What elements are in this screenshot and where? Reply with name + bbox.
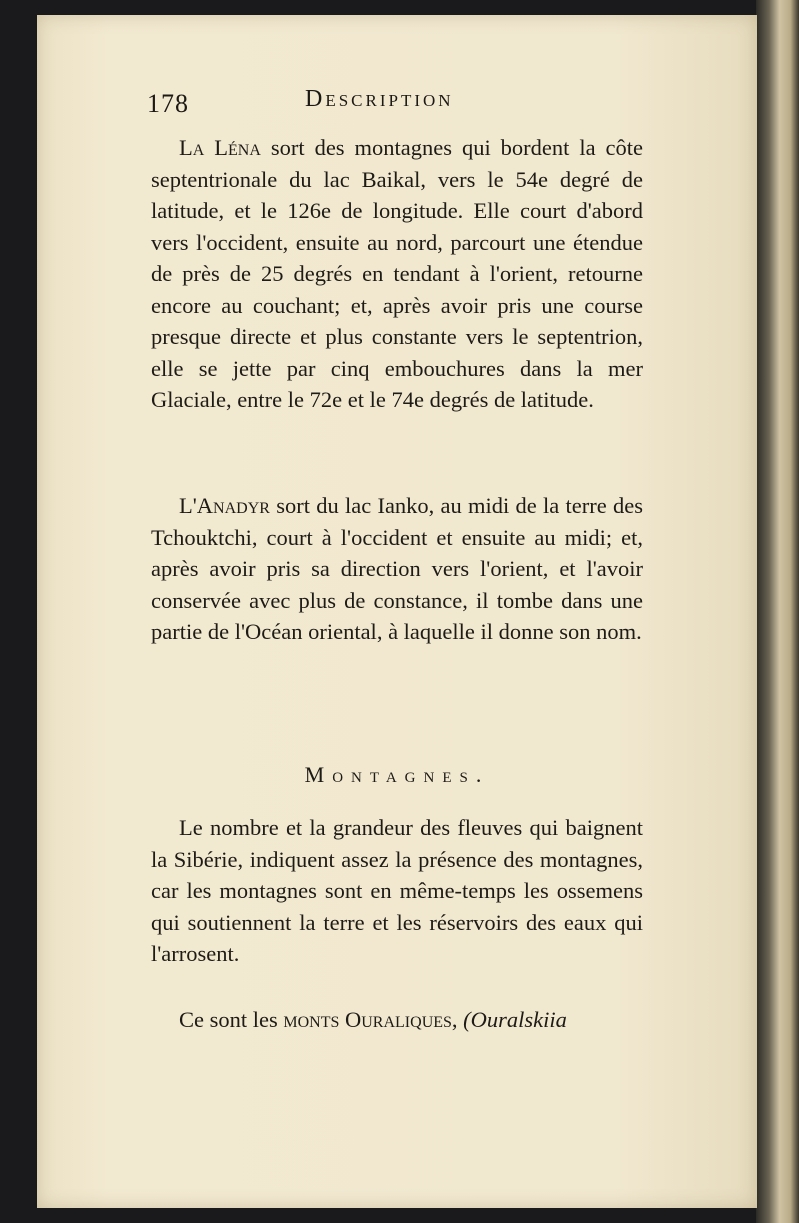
paragraph-lead: La Léna bbox=[179, 135, 261, 160]
paragraph-body: sort des montagnes qui bordent la côte septentrionale du lac Baikal, vers le 54e degré de latitude, et le 126e de longitude. Elle court d'abord vers l'occident, ensuite au nord, parcourt une étendue de près de 25 degrés en tendant à l'orient, retourne encore au couchant; et, après avoir pris une course presque directe et plus constante vers le septentrion, elle se jette par cinq embouchures dans la mer Glaciale, entre le 72e et le 74e degrés de latitude. bbox=[151, 135, 644, 412]
paragraph-lena bbox=[151, 132, 643, 416]
paragraph-lead: L'Anadyr bbox=[179, 493, 270, 518]
adjacent-page-edge bbox=[756, 0, 799, 1223]
page-number: 178 bbox=[147, 89, 189, 118]
paragraph-anadyr bbox=[151, 490, 643, 648]
running-title: Description bbox=[305, 86, 454, 112]
paragraph-monts bbox=[151, 1004, 643, 1036]
paragraph-start: Ce sont les bbox=[179, 1007, 278, 1032]
paragraph-body: sort du lac Ianko, au midi de la terre des Tchouktchi, court à l'occident et ensuite au midi; et, après avoir pris sa direction vers l'orient, et l'avoir conservée avec plus de constance, il tombe dans une partie de l'Océan oriental, à laquelle il donne son nom. bbox=[151, 493, 644, 644]
page-header bbox=[147, 83, 647, 123]
paragraph-lead: monts Ouraliques, bbox=[283, 1007, 458, 1032]
paragraph-montagnes bbox=[151, 812, 643, 970]
paragraph-body: Le nombre et la grandeur des fleuves qui baignent la Sibérie, indiquent assez la présence des montagnes, car les montagnes sont en même-temps les ossemens qui soutiennent la terre et les réservoirs des eaux qui l'arrosent. bbox=[151, 815, 643, 966]
paragraph-tail: (Ouralskiia bbox=[463, 1007, 567, 1032]
section-heading: Montagnes. bbox=[304, 762, 490, 787]
